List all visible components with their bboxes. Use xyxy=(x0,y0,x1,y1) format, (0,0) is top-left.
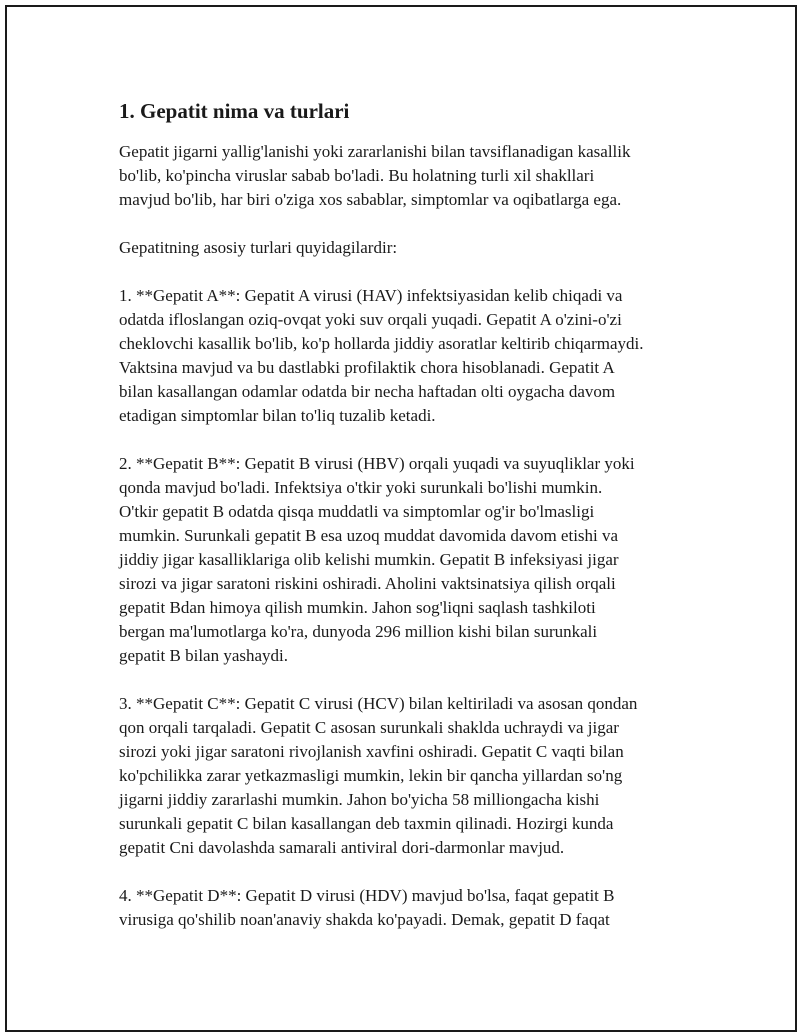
section-heading: 1. Gepatit nima va turlari xyxy=(119,99,350,123)
paragraph-hepatitis-a: 1. **Gepatit A**: Gepatit A virusi (HAV) infektsiyasidan kelib chiqadi va odatda ifloslangan oziq-ovqat yoki suv orqali yuqadi. Gepatit A o'zini-o'zi cheklovchi kasallik bo'lib, ko'p hollarda jiddiy asoratlar keltirib chiqarmaydi. Vaktsina mavjud va bu dastlabki profilaktik chora hisoblanadi. Gepatit A bilan kasallangan odamlar odatda bir necha haftadan olti oygacha davom etadigan simptomlar bilan to'liq tuzalib ketadi. xyxy=(119,286,644,425)
paragraph-types-lead: Gepatitning asosiy turlari quyidagilardir: xyxy=(119,238,398,257)
paragraph-hepatitis-b: 2. **Gepatit B**: Gepatit B virusi (HBV) orqali yuqadi va suyuqliklar yoki qonda mavjud bo'ladi. Infektsiya o'tkir yoki surunkali bo'lishi mumkin. O'tkir gepatit B odatda qisqa muddatli va simptomlar og'ir bo'lmasligi mumkin. Surunkali gepatit B esa uzoq muddat davomida davom etishi va jiddiy jigar kasalliklariga olib kelishi mumkin. Gepatit B infeksiyasi jigar sirozi va jigar saratoni riskini oshiradi. Aholini vaktsinatsiya qilish orqali gepatit Bdan himoya qilish mumkin. Jahon sog'liqni saqlash tashkiloti bergan ma'lumotlarga ko'ra, dunyoda 296 million kishi bilan surunkali gepatit B bilan yashaydi. xyxy=(119,454,635,665)
document-content xyxy=(119,98,709,956)
paragraph-intro: Gepatit jigarni yallig'lanishi yoki zararlanishi bilan tavsiflanadigan kasallik bo'lib, ko'pincha viruslar sabab bo'ladi. Bu holatning turli xil shakllari mavjud bo'lib, har biri o'ziga xos sabablar, simptomlar va oqibatlarga ega. xyxy=(119,142,631,209)
document-page xyxy=(5,5,797,1032)
paragraph-hepatitis-d: 4. **Gepatit D**: Gepatit D virusi (HDV) mavjud bo'lsa, faqat gepatit B virusiga qo'shilib noan'anaviy shakda ko'payadi. Demak, gepatit D faqat xyxy=(119,886,615,929)
paragraph-hepatitis-c: 3. **Gepatit C**: Gepatit C virusi (HCV) bilan keltiriladi va asosan qondan qon orqali tarqaladi. Gepatit C asosan surunkali shaklda uchraydi va jigar sirozi yoki jigar saratoni rivojlanish xavfini oshiradi. Gepatit C vaqti bilan ko'pchilikka zarar yetkazmasligi mumkin, lekin bir qancha yillardan so'ng jigarni jiddiy zararlashi mumkin. Jahon bo'yicha 58 milliongacha kishi surunkali gepatit C bilan kasallangan deb taxmin qilinadi. Hozirgi kunda gepatit Cni davolashda samarali antiviral dori-darmonlar mavjud. xyxy=(119,694,638,857)
